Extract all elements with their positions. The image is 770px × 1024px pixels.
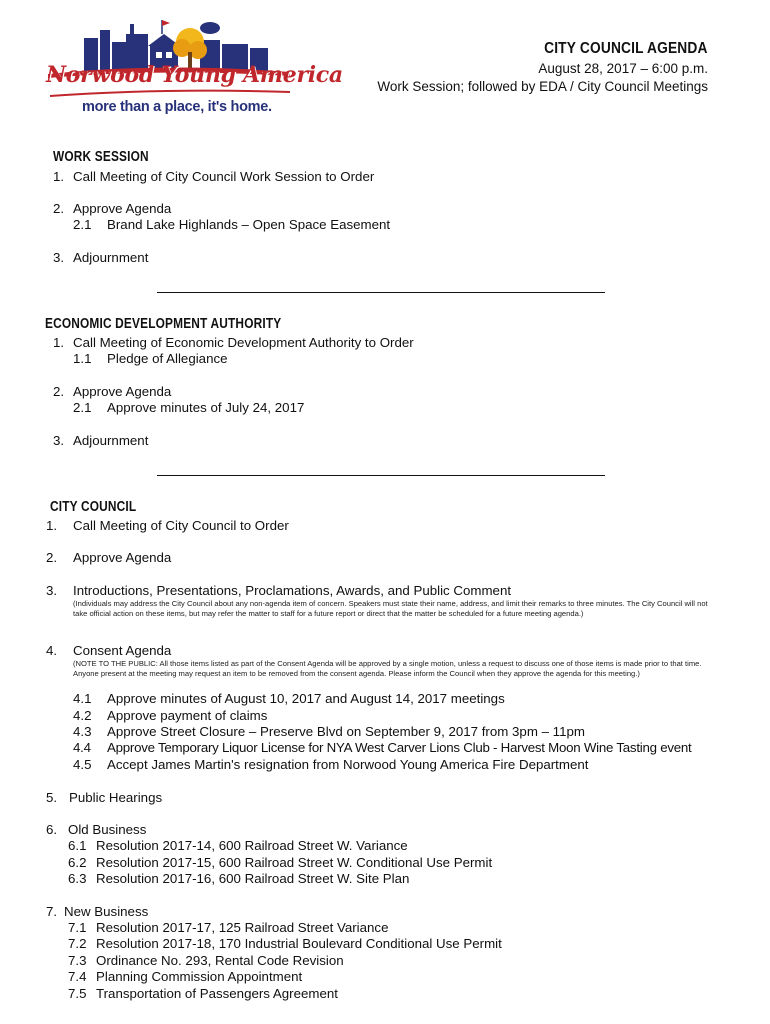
item-text: Call Meeting of Economic Development Authority to Order [73,335,414,350]
item-text: Approve Agenda [73,201,172,216]
item-number: 4.4 [73,740,91,755]
public-comment-note: (Individuals may address the City Council about any non-agenda item of concern. Speakers must state their name, address, and limit their remarks to three minutes. The City Council will not take official action on these items, but may refer the matter to staff for a future report or direct that the matter be scheduled for a future meeting agenda.) [73,599,708,618]
work-session-heading: WORK SESSION [53,149,149,165]
city-council-heading: CITY COUNCIL [50,499,137,515]
item-number: 2.1 [73,217,92,232]
list-item [46,550,171,565]
item-text: Approve minutes of August 10, 2017 and August 14, 2017 meetings [107,691,505,706]
agenda-header [377,40,708,94]
logo-city-name: Norwood Young America [46,62,343,88]
item-number: 1. [53,335,65,350]
item-text: Approve payment of claims [107,708,268,723]
item-number: 1. [53,169,65,184]
list-item [46,643,171,658]
agenda-title: CITY COUNCIL AGENDA [544,40,708,57]
item-text: Resolution 2017-14, 600 Railroad Street W. Variance [96,838,408,853]
item-text: Public Hearings [69,790,163,805]
list-item [53,335,414,350]
meeting-subtitle: Work Session; followed by EDA / City Council Meetings [377,79,708,94]
item-number: 4.3 [73,724,92,739]
item-number: 7.4 [68,969,87,984]
meeting-date: August 28, 2017 – 6:00 p.m. [538,61,708,76]
item-text: New Business [64,904,149,919]
item-text: Resolution 2017-15, 600 Railroad Street W. Conditional Use Permit [96,855,493,870]
list-item [53,433,148,448]
list-item [46,518,289,533]
consent-agenda-note: (NOTE TO THE PUBLIC: All those items listed as part of the Consent Agenda will be approved by a single motion, unless a request to discuss one of those items is made prior to that time. Anyone present at the meeting may request an item to be removed from the consent agenda. Please inform the Council when they approve the agenda for this meeting.) [73,659,702,678]
list-item [46,583,511,598]
item-text: Approve Agenda [73,550,172,565]
item-text: Old Business [68,822,147,837]
list-item [53,384,171,399]
item-number: 6.3 [68,871,87,886]
item-text: Transportation of Passengers Agreement [96,986,338,1001]
item-number: 4.2 [73,708,92,723]
item-text: Approve minutes of July 24, 2017 [107,400,305,415]
item-text: Planning Commission Appointment [96,969,303,984]
list-item [68,953,344,968]
item-text: Approve Temporary Liquor License for NYA West Carver Lions Club - Harvest Moon Wine Tasting event [107,740,692,755]
list-item [73,724,585,739]
item-number: 7. [46,904,58,919]
item-number: 3. [53,433,65,448]
list-item [68,855,492,870]
item-number: 1.1 [73,351,92,366]
list-item [68,838,408,853]
item-text: Consent Agenda [73,643,172,658]
list-item [46,904,148,919]
item-text: Resolution 2017-16, 600 Railroad Street W. Site Plan [96,871,410,886]
logo-tagline: more than a place, it's home. [82,99,272,115]
city-logo [44,18,343,123]
list-item [73,400,304,415]
item-text: Approve Street Closure – Preserve Blvd on September 9, 2017 from 3pm – 11pm [107,724,585,739]
item-number: 3. [46,583,58,598]
item-number: 6.1 [68,838,87,853]
item-number: 3. [53,250,65,265]
item-number: 4. [46,643,58,658]
list-item [68,920,388,935]
item-text: Approve Agenda [73,384,172,399]
list-item [68,936,502,951]
item-number: 7.3 [68,953,87,968]
item-text: Brand Lake Highlands – Open Space Easement [107,217,391,232]
item-text: Resolution 2017-17, 125 Railroad Street Variance [96,920,389,935]
item-text: Call Meeting of City Council to Order [73,518,289,533]
item-text: Ordinance No. 293, Rental Code Revision [96,953,344,968]
list-item [73,691,505,706]
item-text: Pledge of Allegiance [107,351,228,366]
item-number: 2. [53,384,65,399]
item-number: 7.1 [68,920,87,935]
item-number: 7.5 [68,986,87,1001]
list-item [46,790,162,805]
item-number: 6.2 [68,855,87,870]
list-item [73,757,588,772]
item-text: Adjournment [73,433,149,448]
item-number: 2.1 [73,400,92,415]
list-item [73,740,691,755]
list-item [46,822,146,837]
list-item [53,250,148,265]
section-divider [157,292,605,293]
item-text: Accept James Martin's resignation from Norwood Young America Fire Department [107,757,589,772]
list-item [73,351,228,366]
list-item [68,986,338,1001]
item-text: Introductions, Presentations, Proclamations, Awards, and Public Comment [73,583,512,598]
item-number: 5. [46,790,58,805]
list-item [68,871,409,886]
list-item [53,201,171,216]
list-item [68,969,302,984]
item-number: 1. [46,518,58,533]
item-text: Call Meeting of City Council Work Session to Order [73,169,375,184]
list-item [73,708,267,723]
item-number: 2. [53,201,65,216]
item-number: 2. [46,550,58,565]
list-item [53,169,374,184]
list-item [73,217,390,232]
item-number: 4.1 [73,691,92,706]
section-divider [157,475,605,476]
item-number: 6. [46,822,58,837]
eda-heading: ECONOMIC DEVELOPMENT AUTHORITY [45,316,282,332]
item-text: Resolution 2017-18, 170 Industrial Boulevard Conditional Use Permit [96,936,502,951]
item-number: 7.2 [68,936,87,951]
item-text: Adjournment [73,250,149,265]
item-number: 4.5 [73,757,92,772]
